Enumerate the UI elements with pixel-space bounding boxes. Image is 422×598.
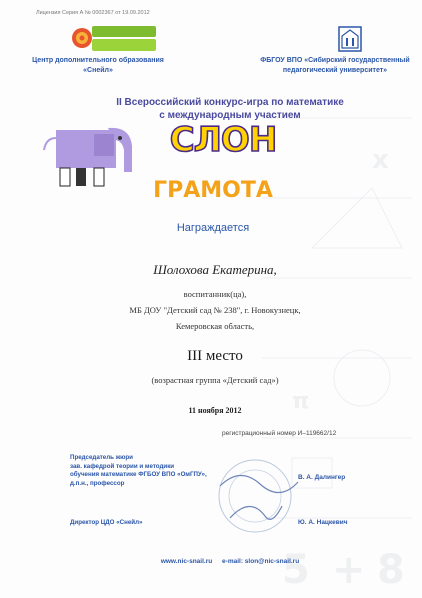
recipient-region: Кемеровская область, (175, 321, 255, 331)
svg-text:5: 5 (282, 547, 310, 593)
recipient-institution: МБ ДОУ "Детский сад № 238", г. Новокузнецк, (129, 305, 301, 315)
director-title: Директор ЦДО «Снейл» (70, 519, 143, 526)
director-signatory: Ю. А. Нацкевич (298, 519, 348, 526)
svg-text:π: π (292, 389, 310, 414)
svg-text:+: + (332, 547, 366, 593)
jury-signatory: В. А. Далингер (298, 474, 346, 481)
registration-number: регистрационный номер И–119662/12 (222, 430, 337, 437)
center-name: Центр дополнительного образования «Снейл» (32, 57, 164, 74)
place-awarded: III место (187, 348, 243, 364)
jury-chair-title: Председатель жюри зав. кафедрой теории и методики обучения математике ФГБОУ ВПО «ОмГПУ», д.п.н., профессор (70, 454, 207, 487)
contest-title: II Всероссийский конкурс-игра по математике с международным участием (116, 97, 344, 121)
award-date: 11 ноября 2012 (188, 406, 242, 415)
svg-text:8: 8 (377, 547, 405, 593)
university-name: ФБГОУ ВПО «Сибирский государственный педагогический университет» (260, 57, 410, 74)
snail-center-logo (70, 22, 160, 54)
recipient-role: воспитанник(ца), (183, 289, 247, 299)
age-group: (возрастная группа «Детский сад») (151, 375, 279, 385)
contacts (80, 558, 380, 565)
elephant-illustration (38, 120, 138, 190)
university-emblem (338, 26, 362, 52)
website-link[interactable]: www.nic-snail.ru (160, 558, 213, 565)
document-title: ГРАМОТА (153, 178, 273, 203)
license-text: Лицензия Серия А № 0002367 от 19.09.2012 (36, 10, 150, 16)
recipient-name: Шолохова Екатерина, (153, 262, 277, 277)
official-stamp (210, 456, 300, 536)
email-link[interactable]: e-mail: slon@nic-snail.ru (222, 558, 300, 565)
svg-text:x: x (372, 145, 389, 175)
awarded-label: Награждается (176, 222, 250, 234)
contest-name: СЛОН (169, 120, 277, 160)
